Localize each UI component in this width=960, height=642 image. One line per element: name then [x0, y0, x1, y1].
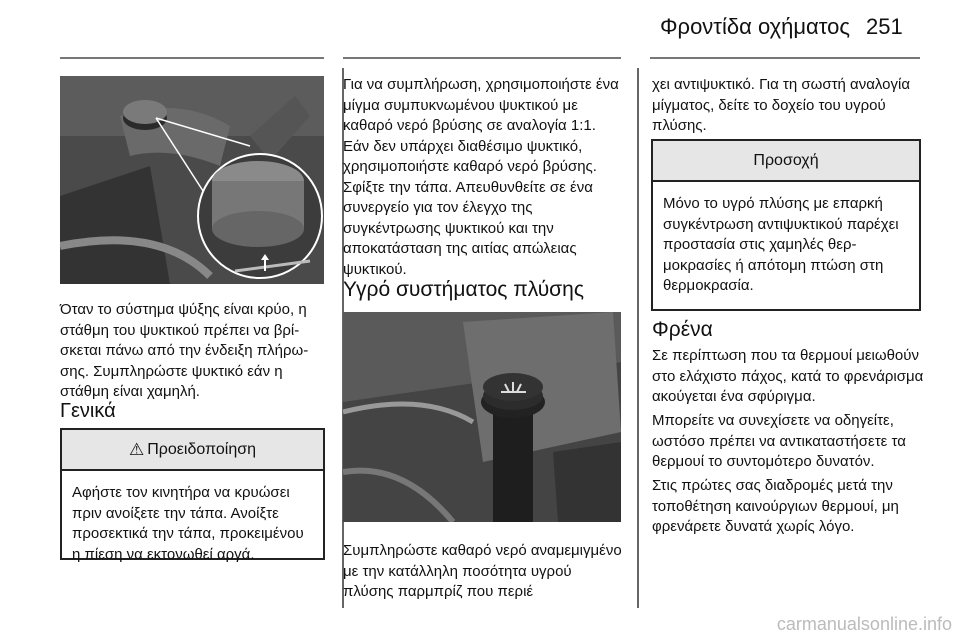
brakes-paragraph-3: Στις πρώτες σας διαδρομές μετά την τοποθέτηση καινούργιων θερμουί, μη φρενάρετε δυνατά χωρίς λόγο.: [652, 477, 899, 535]
warning-box-header: [62, 430, 323, 471]
watermark: carmanualsonline.info: [776, 614, 952, 634]
warning-title: Προειδοποίηση: [147, 440, 256, 458]
column-rule-1: [60, 57, 324, 59]
caution-text: Μόνο το υγρό πλύσης με επαρκή συγκέντρωση αντιψυκτικού παρέχει προστασία στις χαμηλές θερμοκρασίες ή απότομη πτώση στη θερμοκρασία.: [663, 195, 899, 294]
section-heading-brakes: Φρένα: [652, 318, 713, 341]
washer-fluid-reservoir-photo: [343, 312, 621, 522]
washer-fluid-reservoir-illustration: [343, 312, 621, 522]
column-rule-3: [650, 57, 920, 59]
warning-box: [60, 428, 325, 563]
header-title: Φροντίδα οχήματος: [660, 14, 850, 39]
washer-fluid-paragraph: Συμπληρώστε καθαρό νερό αναμεμιγμένο με την κατάλληλη ποσότητα υγρού πλύσης παρμπρίζ που περιέ: [343, 542, 622, 600]
section-heading-washer-fluid: Υγρό συστήματος πλύσης: [343, 278, 584, 301]
caution-title: Προσοχή: [753, 151, 819, 169]
photo-caption: Όταν το σύστημα ψύξης είναι κρύο, η στάθμη του ψυκτικού πρέπει να βρίσκεται πάνω από την ένδειξη πλήρωσης. Συμπληρώστε ψυκτικό εάν η στάθμη είναι χαμηλή.: [60, 301, 309, 400]
brakes-paragraph-2: Μπορείτε να συνεχίσετε να οδηγείτε, ωστόσο πρέπει να αντικαταστήσετε τα θερμουί το συντομότερο δυνατόν.: [652, 412, 906, 470]
column-rule-2: [343, 57, 621, 59]
washer-fluid-continued: χει αντιψυκτικό. Για τη σωστή αναλογία μίγματος, δείτε το δοχείο του υγρού πλύσης.: [652, 76, 910, 134]
caution-box: [651, 139, 921, 311]
caution-box-header: [653, 141, 919, 182]
coolant-reservoir-photo: [60, 76, 324, 284]
page-number: 251: [866, 14, 903, 39]
coolant-reservoir-illustration: [60, 76, 324, 284]
coolant-mixture-paragraph: Για να συμπλήρωση, χρησιμοποιήστε ένα μίγμα συμπυκνωμένου ψυκτικού με καθαρό νερό βρύσης σε αναλογία 1:1. Εάν δεν υπάρχει διαθέσιμο ψυκτικό, χρησιμοποιήστε καθαρό νερό βρύσης. Σφίξτε την τάπα. Απευθυνθείτε σε ένα συνεργείο για τον έλεγχο της συγκέντρωσης ψυκτικού και την αποκατάσταση της αιτίας απώλειας ψυκτικού.: [343, 76, 619, 278]
brakes-paragraph-1: Σε περίπτωση που τα θερμουί μειωθούν στο ελάχιστο πάχος, κατά το φρενάρισμα ακούγεται ένα σφύριγμα.: [652, 347, 924, 405]
section-heading-general: Γενικά: [60, 400, 116, 422]
warning-text: Αφήστε τον κινητήρα να κρυώσει πριν ανοίξετε την τάπα. Ανοίξτε προσεκτικά την τάπα, προκειμένου η πίεση να εκτονωθεί αργά.: [72, 484, 304, 563]
column-divider-2: [637, 68, 639, 608]
warning-triangle-icon: ⚠: [128, 439, 145, 459]
